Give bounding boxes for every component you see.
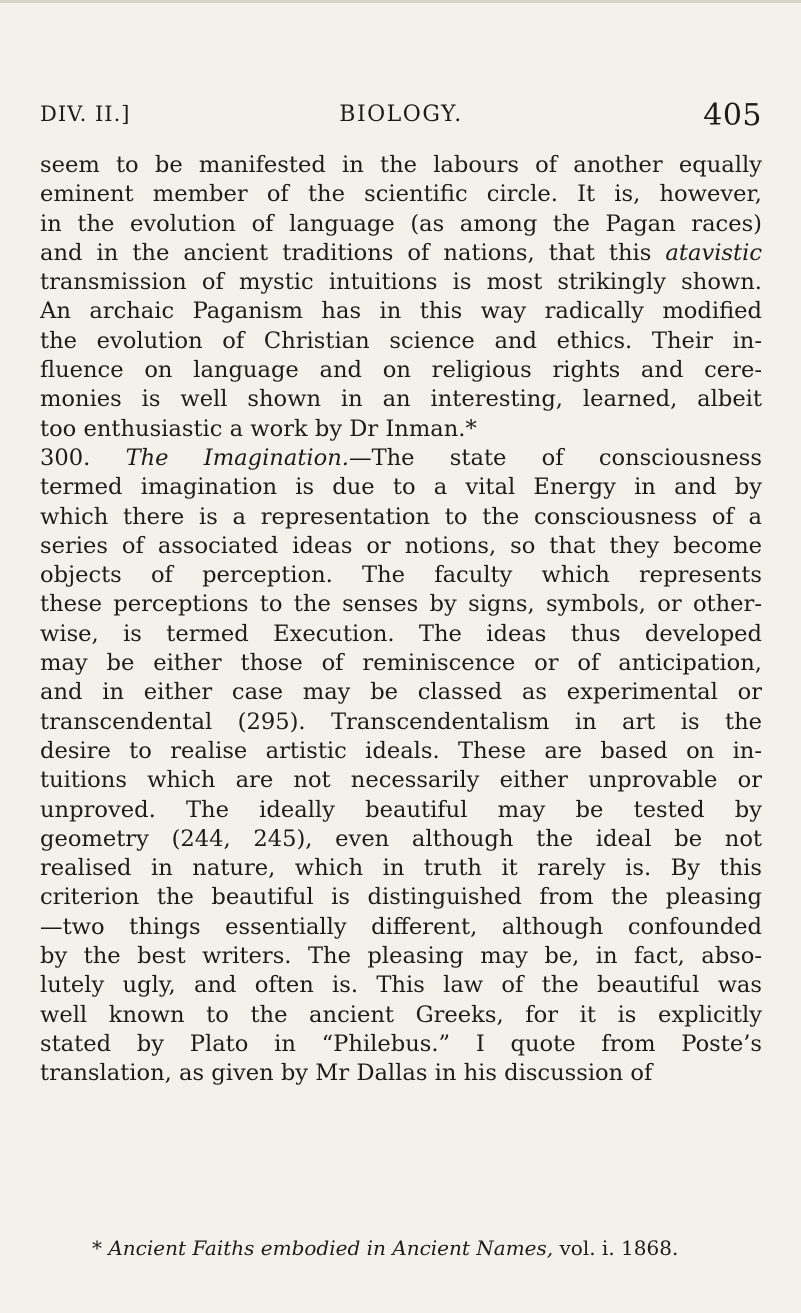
text-line <box>40 561 762 590</box>
text-line <box>40 708 762 737</box>
footnote-marker: * <box>92 1236 109 1260</box>
text-segment: translation, as given by Mr Dallas in his discussion of <box>40 1060 653 1087</box>
text-line <box>40 737 762 766</box>
text-line <box>40 620 762 649</box>
text-line <box>40 415 762 444</box>
text-line <box>40 327 762 356</box>
text-segment: fluence on language and on religious rights and cere- <box>40 357 762 384</box>
text-line <box>40 151 762 180</box>
page-number: 405 <box>703 98 762 133</box>
text-line <box>40 1001 762 1030</box>
text-line <box>40 854 762 883</box>
text-line <box>40 678 762 707</box>
text-segment: well known to the ancient Greeks, for it is explicitly <box>40 1001 762 1028</box>
text-segment: —The state of consciousness <box>348 444 762 471</box>
text-line <box>40 590 762 619</box>
text-line <box>40 942 762 971</box>
text-segment: the evolution of Christian science and ethics. Their in- <box>40 327 762 354</box>
text-line <box>40 297 762 326</box>
text-segment: —two things essentially different, although confounded <box>40 913 762 940</box>
text-segment: tuitions which are not necessarily either unprovable or <box>40 767 762 794</box>
body-text <box>40 151 762 1089</box>
italic-text: atavistic <box>665 239 762 266</box>
text-line <box>40 971 762 1000</box>
text-line <box>40 913 762 942</box>
text-line <box>40 1030 762 1059</box>
text-line <box>40 210 762 239</box>
text-segment: stated by Plato in “Philebus.” I quote from Poste’s <box>40 1030 762 1057</box>
text-segment: by the best writers. The pleasing may be, in fact, abso- <box>40 943 762 970</box>
text-segment: monies is well shown in an interesting, learned, albeit <box>40 386 762 413</box>
text-segment: geometry (244, 245), even although the ideal be not <box>40 825 762 852</box>
running-header <box>40 100 762 140</box>
text-segment: realised in nature, which in truth it rarely is. By this <box>40 855 762 882</box>
text-segment: these perceptions to the senses by signs, symbols, or other- <box>40 591 762 618</box>
text-segment: transcendental (295). Transcendentalism in art is the <box>40 708 762 735</box>
text-segment: in the evolution of language (as among the Pagan races) <box>40 210 762 237</box>
text-line <box>40 796 762 825</box>
text-line <box>40 356 762 385</box>
text-segment: lutely ugly, and often is. This law of the beautiful was <box>40 972 762 999</box>
text-line <box>40 766 762 795</box>
running-title: BIOLOGY. <box>339 102 463 127</box>
page-top-edge <box>0 0 801 3</box>
text-line <box>40 532 762 561</box>
text-line <box>40 649 762 678</box>
text-line <box>40 1059 762 1088</box>
text-segment: objects of perception. The faculty which represents <box>40 562 762 589</box>
text-segment: which there is a representation to the consciousness of a <box>40 503 762 530</box>
text-line <box>40 444 762 473</box>
text-segment: too enthusiastic a work by Dr Inman.* <box>40 415 477 442</box>
text-segment: eminent member of the scientific circle. It is, however, <box>40 181 762 208</box>
text-segment: transmission of mystic intuitions is most strikingly shown. <box>40 269 762 296</box>
division-label: DIV. II.] <box>40 102 131 126</box>
text-segment: and in the ancient traditions of nations, that this <box>40 239 666 266</box>
text-line <box>40 883 762 912</box>
footnote-rest: vol. i. 1868. <box>553 1236 679 1260</box>
text-line <box>40 385 762 414</box>
text-line <box>40 180 762 209</box>
text-segment: 300. <box>40 444 126 471</box>
text-line <box>40 473 762 502</box>
italic-text: The Imagination. <box>125 444 349 471</box>
text-segment: termed imagination is due to a vital Energy in and by <box>40 474 762 501</box>
footnote-title: Ancient Faiths embodied in Ancient Names, <box>108 1236 554 1260</box>
text-segment: unproved. The ideally beautiful may be tested by <box>40 796 762 823</box>
text-segment: series of associated ideas or notions, so that they become <box>40 532 762 559</box>
text-segment: seem to be manifested in the labours of another equally <box>40 152 762 178</box>
text-segment: An archaic Paganism has in this way radically modified <box>40 298 762 325</box>
footnote <box>92 1236 752 1260</box>
text-segment: wise, is termed Execution. The ideas thus developed <box>40 620 762 647</box>
text-segment: may be either those of reminiscence or of anticipation, <box>40 650 762 677</box>
text-line <box>40 239 762 268</box>
text-line <box>40 268 762 297</box>
text-line <box>40 503 762 532</box>
text-segment: and in either case may be classed as experimental or <box>40 679 762 706</box>
text-segment: criterion the beautiful is distinguished from the pleasing <box>40 884 762 911</box>
text-segment: desire to realise artistic ideals. These are based on in- <box>40 737 762 764</box>
text-line <box>40 825 762 854</box>
